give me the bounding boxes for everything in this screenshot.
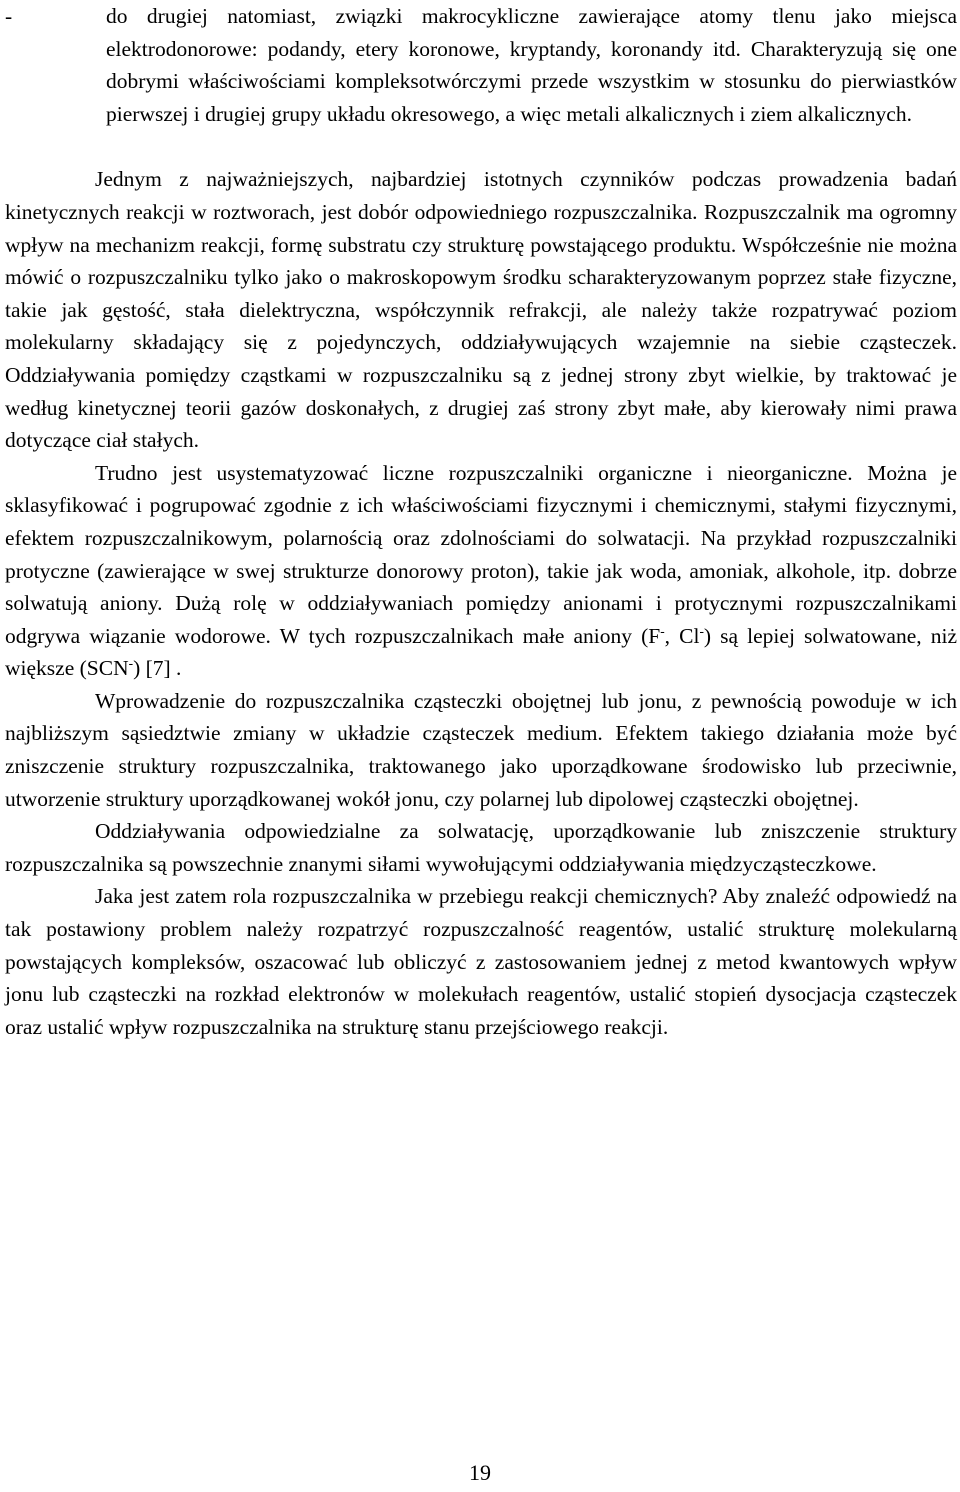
superscript-charge: - [699, 623, 704, 639]
paragraph-solvent-choice: Jednym z najważniejszych, najbardziej istotnych czynników podczas prowadzenia badań kinetycznych reakcji w roztworach, jest dobór odpowiedniego rozpuszczalnika. Rozpuszczalnik ma ogromny wpływ na mechanizm reakcji, formę substratu czy strukturę powstającego produktu. Współcześnie nie można mówić o rozpuszczalniku tylko jako o makroskopowym środku scharakteryzowanym poprzez stałe fizyczne, takie jak gęstość, stała dielektryczna, współczynnik refrakcji, ale należy także rozpatrywać poziom molekularny składający się z pojedynczych, oddziaływujących wzajemnie na siebie cząsteczek. Oddziaływania pomiędzy cząstkami w rozpuszczalniku są z jednej strony zbyt wielkie, by traktować je według kinetycznej teorii gazów doskonałych, z drugiej zaś strony zbyt małe, aby kierowały nimi prawa dotyczące ciał stałych. [5, 167, 957, 453]
document-page [5, 0, 957, 1043]
page-number: 19 [469, 1460, 491, 1485]
paragraph-text: ) [7] . [133, 656, 182, 681]
bullet-marker: - [5, 4, 13, 28]
paragraph-gap [5, 130, 957, 163]
paragraph-solvent-classification [5, 457, 957, 685]
bullet-text: do drugiej natomiast, związki makrocykliczne zawierające atomy tlenu jako miejsca elektrodonorowe: podandy, etery koronowe, kryptandy, koronandy itd. Charakteryzują się one dobrymi właściwościami kompleksotwórczymi przede wszystkim w stosunku do pierwiastków pierwszej i drugiej grupy układu okresowego, a więc metali alkalicznych i ziem alkalicznych. [106, 4, 957, 126]
bullet-list-item [5, 0, 957, 130]
superscript-charge: - [128, 655, 134, 671]
paragraph-text: Trudno jest usystematyzować liczne rozpuszczalniki organiczne i nieorganiczne. Można je sklasyfikować i pogrupować zgodnie z ich właściwościami fizycznymi i chemicznymi, stałymi fizycznymi, efektem rozpuszczalnikowym, polarnością oraz zdolnościami do solwatacji. Na przykład rozpuszczalniki protyczne (zawierające w swej strukturze donorowy proton), takie jak woda, amoniak, alkohole, itp. dobrze solwatują aniony. Dużą rolę w oddziaływaniach pomiędzy anionami i protycznymi rozpuszczalnikami odgrywa wiązanie wodorowe. W tych rozpuszczalnikach małe aniony (F [5, 460, 957, 648]
paragraph-interactions: Oddziaływania odpowiedzialne za solwatację, uporządkowanie lub zniszczenie struktury rozpuszczalnika są powszechnie znanymi siłami wywołującymi oddziaływania międzycząsteczkowe. [5, 819, 957, 876]
paragraph-text: ) są lepiej solwatowane, niż większe (SCN [5, 623, 957, 681]
superscript-charge: - [660, 623, 665, 639]
paragraph-solvent-role: Jaka jest zatem rola rozpuszczalnika w przebiegu reakcji chemicznych? Aby znaleźć odpowiedź na tak postawiony problem należy rozpatrzyć rozpuszczalność reagentów, ustalić strukturę molekularną powstających kompleksów, oszacować lub obliczyć z zastosowaniem jednej z metod kwantowych wpływ jonu lub cząsteczki na rozkład elektronów w molekułach reagentów, ustalić stopień dysocjacja cząsteczek oraz ustalić wpływ rozpuszczalnika na strukturę stanu przejściowego reakcji. [5, 884, 957, 1039]
paragraph-text: , Cl [664, 623, 700, 648]
paragraph-solvent-structure: Wprowadzenie do rozpuszczalnika cząsteczki obojętnej lub jonu, z pewnością powoduje w ich najbliższym sąsiedztwie zmiany w układzie cząsteczek medium. Efektem takiego działania może być zniszczenie struktury rozpuszczalnika, traktowanego jako uporządkowane środowisko lub przeciwnie, utworzenie struktury uporządkowanej wokół jonu, czy polarnej lub dipolowej cząsteczki obojętnej. [5, 688, 957, 811]
